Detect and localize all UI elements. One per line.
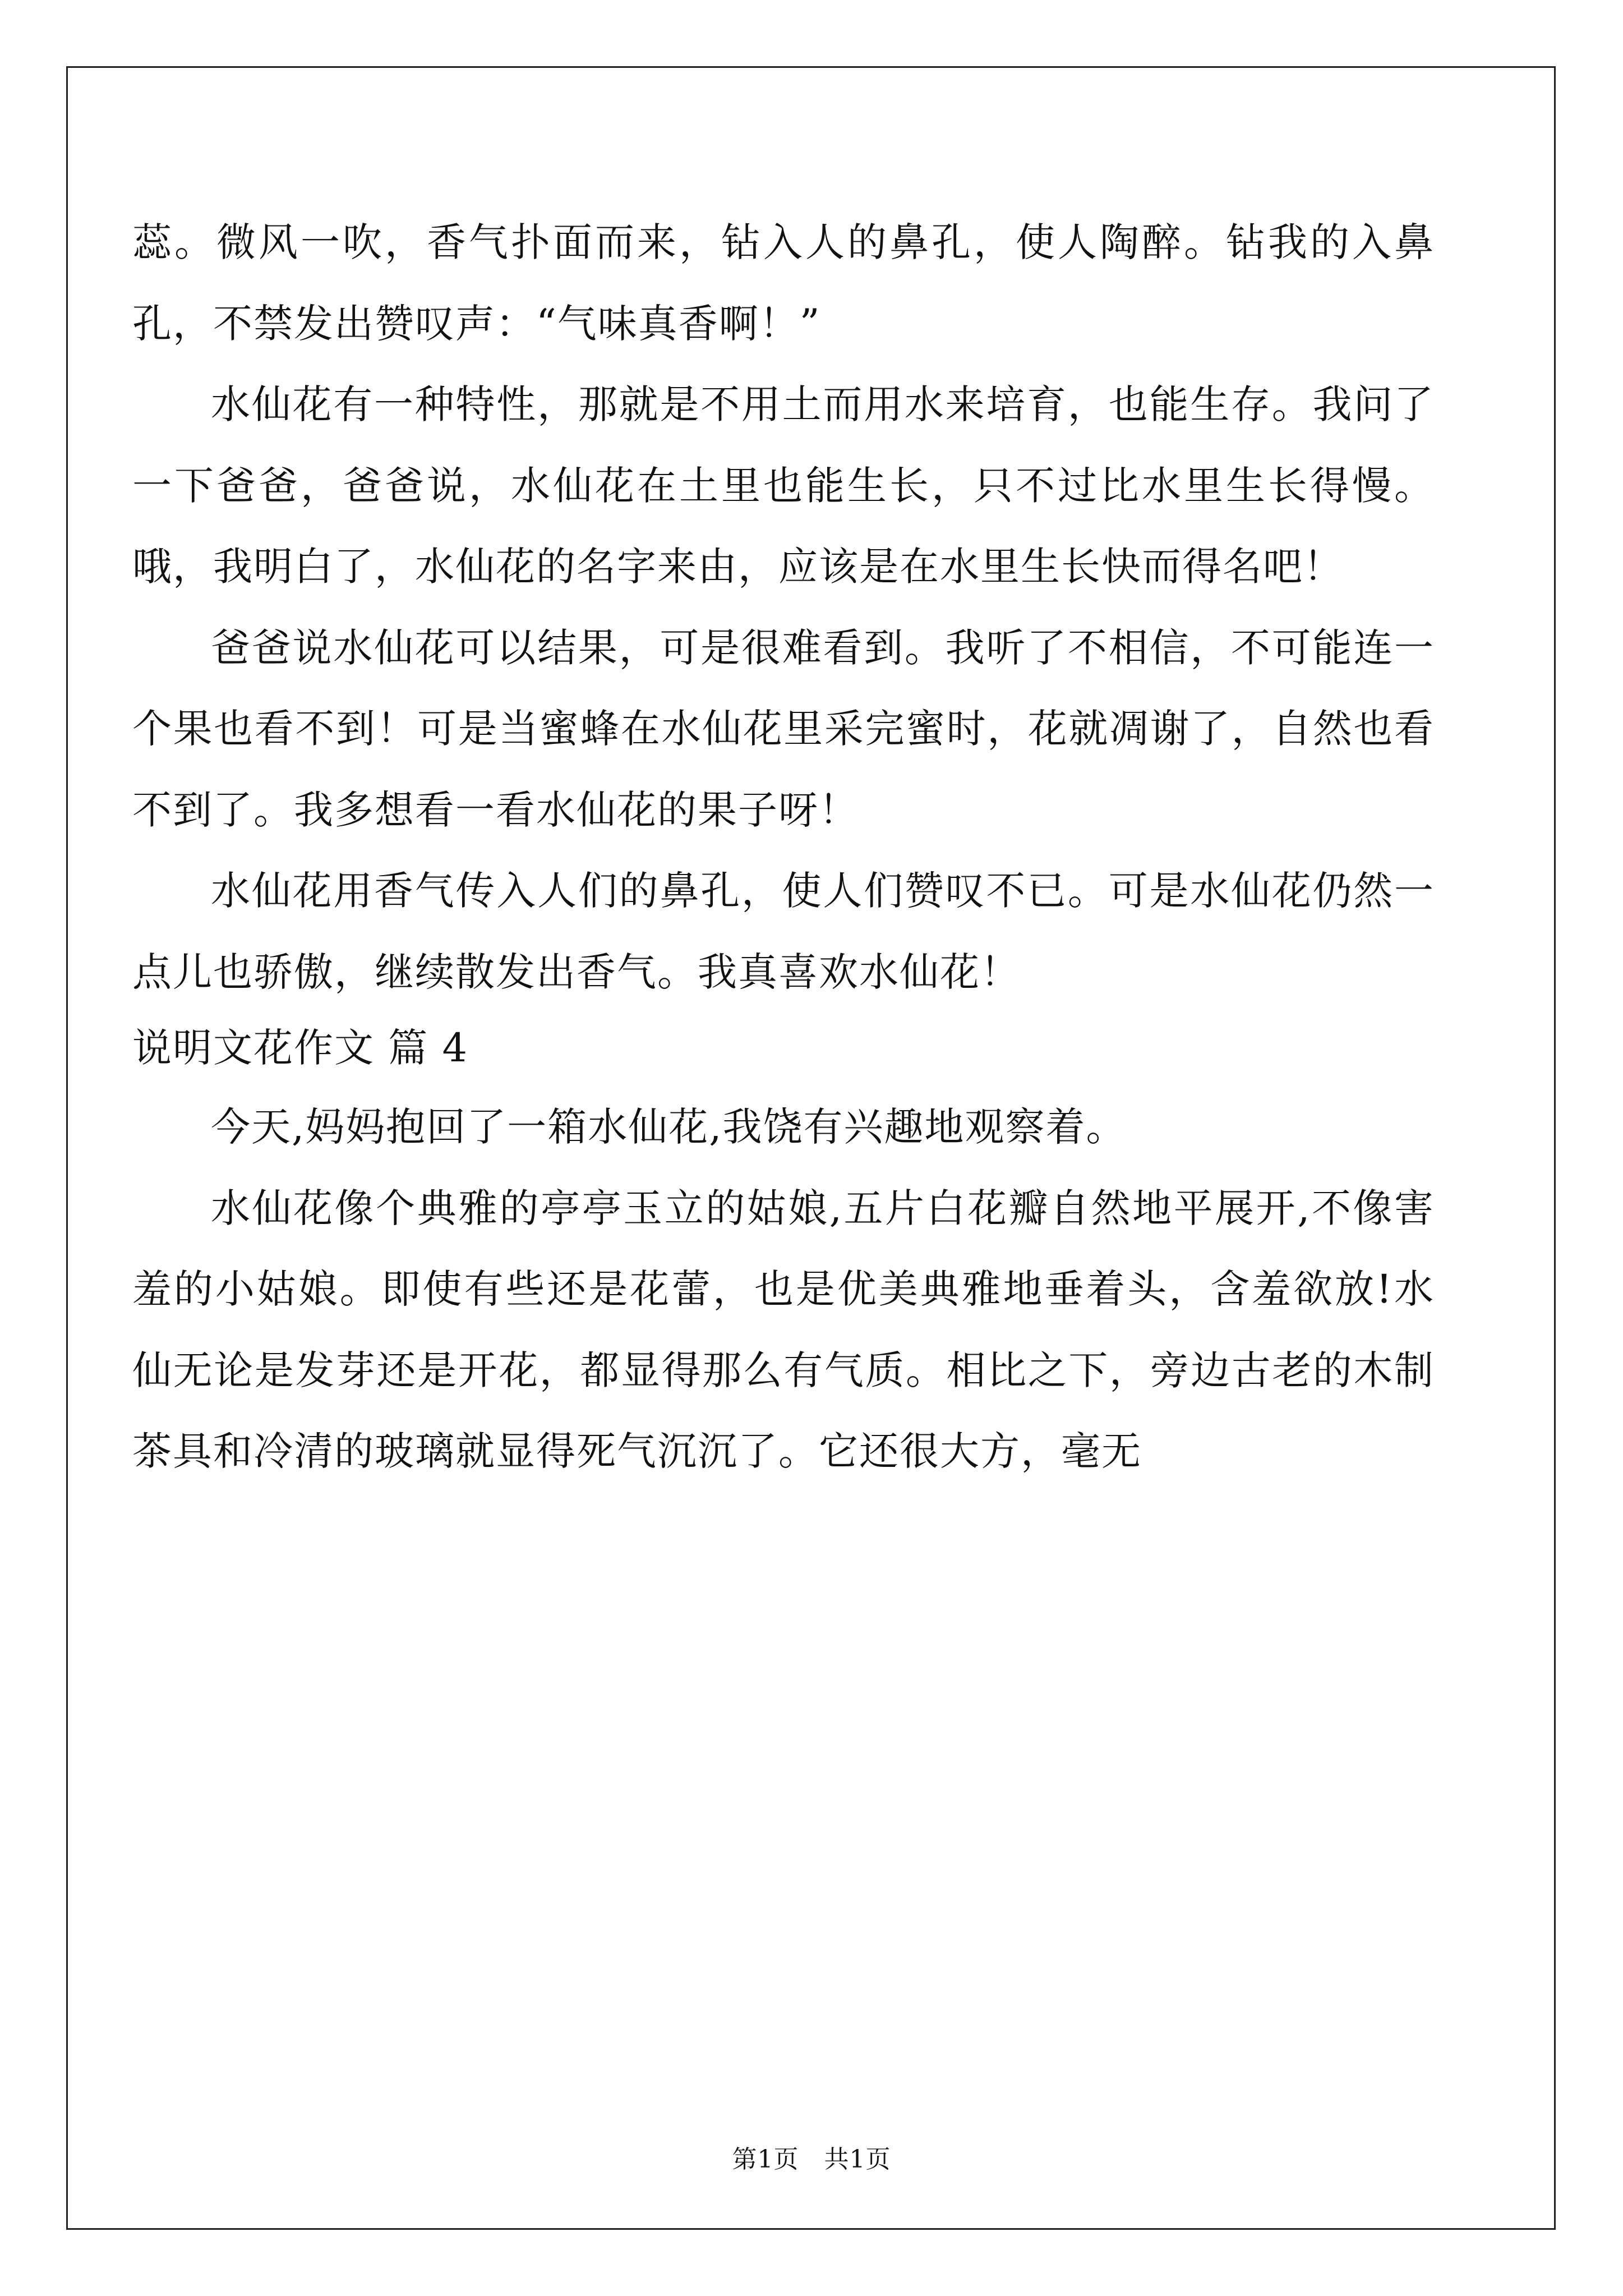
paragraph-3: 爸爸说水仙花可以结果，可是很难看到。我听了不相信，不可能连一个果也看不到！可是当蜜蜂在水仙花里采完蜜时，花就凋谢了，自然也看不到了。我多想看一看水仙花的果子呀！ bbox=[132, 624, 1435, 833]
paragraph-5: 今天,妈妈抱回了一箱水仙花,我饶有兴趣地观察着。 bbox=[211, 1104, 1127, 1150]
document-body bbox=[132, 202, 1435, 1492]
paragraph-1: 蕊。微风一吹，香气扑面而来，钻入人的鼻孔，使人陶醉。钻我的入鼻孔，不禁发出赞叹声：“气味真香啊！” bbox=[132, 219, 1435, 347]
section-heading: 说明文花作文 篇 4 bbox=[132, 1025, 469, 1071]
paragraph-4: 水仙花用香气传入人们的鼻孔，使人们赞叹不已。可是水仙花仍然一点儿也骄傲，继续散发出香气。我真喜欢水仙花！ bbox=[132, 868, 1435, 995]
page-number: 第1页 bbox=[732, 2145, 799, 2174]
page-footer bbox=[0, 2143, 1623, 2177]
page-total: 共1页 bbox=[824, 2145, 891, 2174]
paragraph-6: 水仙花像个典雅的亭亭玉立的姑娘,五片白花瓣自然地平展开,不像害羞的小姑娘。即使有些还是花蕾，也是优美典雅地垂着头，含羞欲放!水仙无论是发芽还是开花，都显得那么有气质。相比之下，旁边古老的木制茶具和冷清的玻璃就显得死气沉沉了。它还很大方，毫无 bbox=[132, 1185, 1435, 1474]
paragraph-2: 水仙花有一种特性，那就是不用土而用水来培育，也能生存。我问了一下爸爸，爸爸说，水仙花在土里也能生长，只不过比水里生长得慢。哦，我明白了，水仙花的名字来由，应该是在水里生长快而得名吧！ bbox=[132, 381, 1435, 590]
